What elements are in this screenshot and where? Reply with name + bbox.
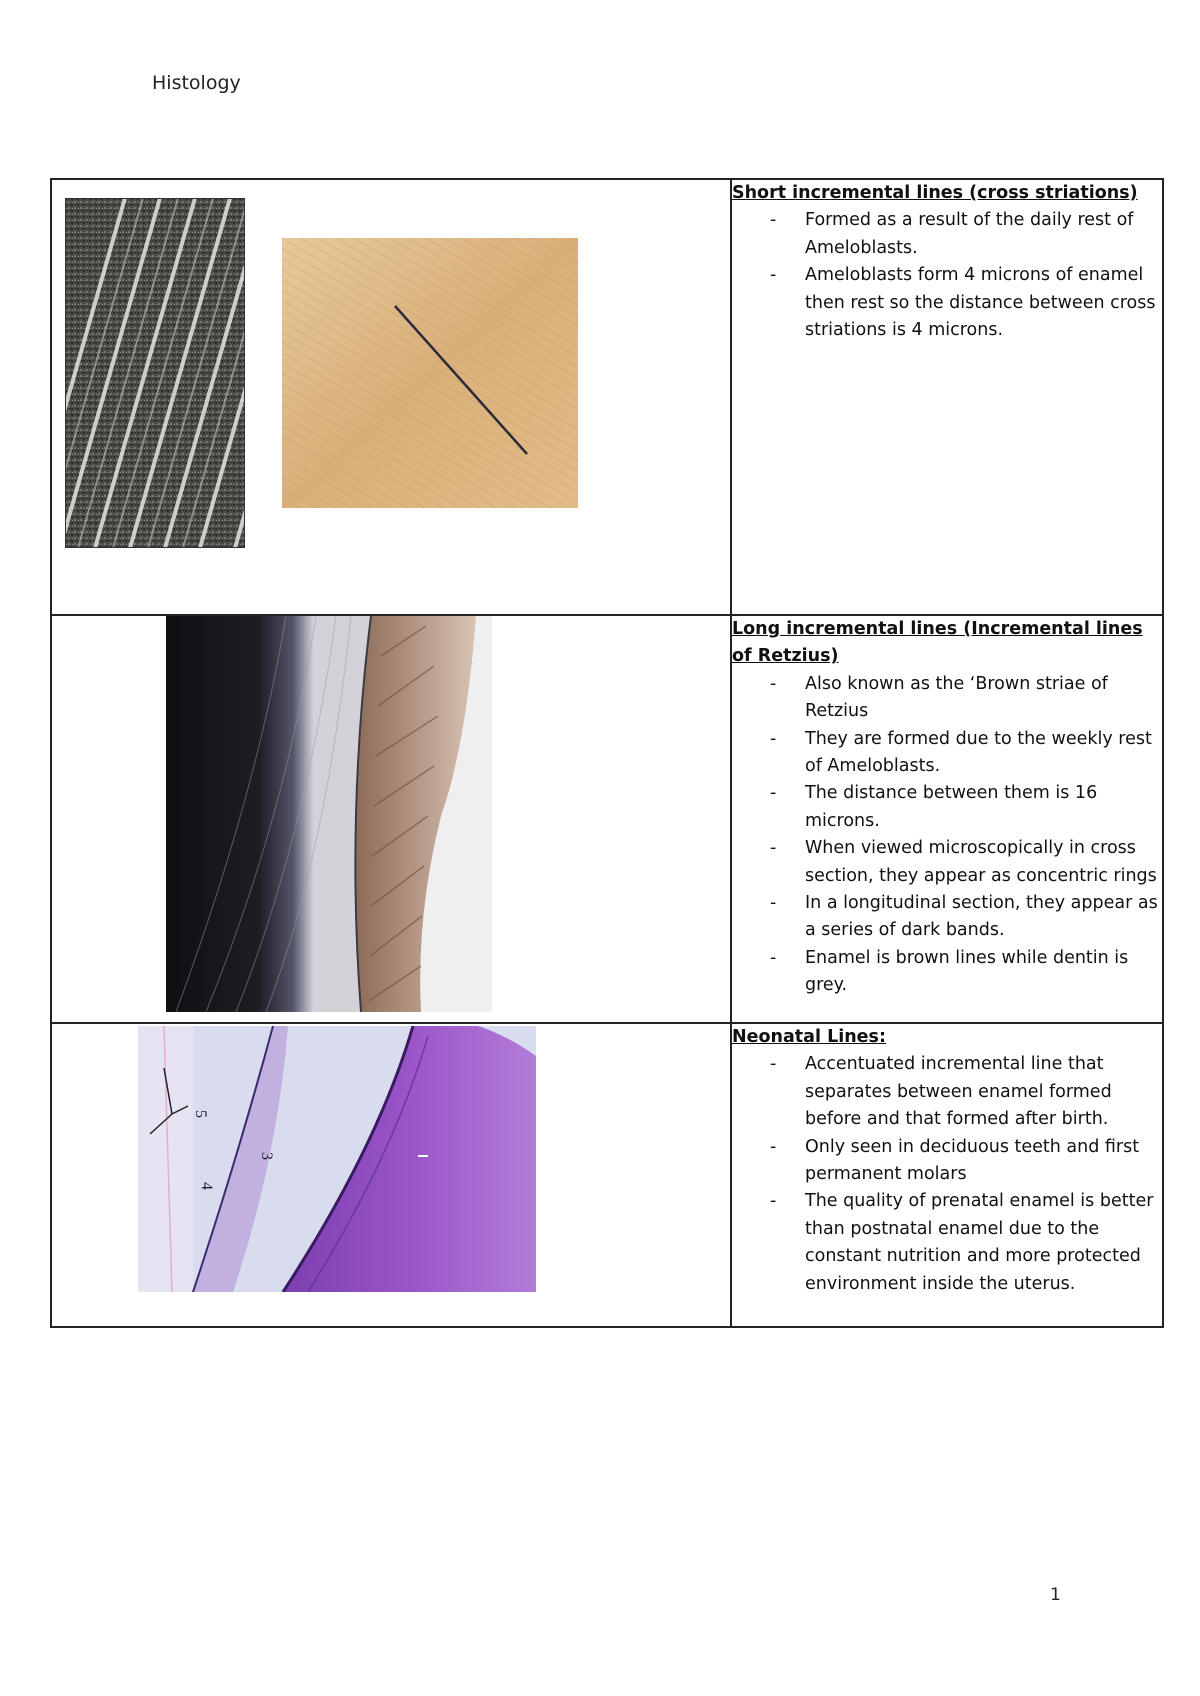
list-item: - Ameloblasts form 4 microns of enamel then rest so the distance between cross striations is 4 microns. bbox=[732, 262, 1162, 344]
list-item: - Formed as a result of the daily rest of Ameloblasts. bbox=[732, 207, 1162, 262]
list-item: - In a longitudinal section, they appear as a series of dark bands. bbox=[732, 890, 1162, 945]
cross-striations-micrograph bbox=[282, 238, 578, 508]
list-item: - Accentuated incremental line that separates between enamel formed before and that formed after birth. bbox=[732, 1051, 1162, 1133]
table-row bbox=[51, 615, 1163, 1023]
histology-table bbox=[50, 178, 1164, 1328]
text-cell bbox=[731, 615, 1163, 1023]
label-3: 3 bbox=[258, 1152, 275, 1160]
list-item: - When viewed microscopically in cross section, they appear as concentric rings bbox=[732, 835, 1162, 890]
retzius-lines-micrograph bbox=[166, 616, 492, 1012]
table-row bbox=[51, 179, 1163, 615]
bullet-dash: - bbox=[770, 1054, 777, 1075]
list-item: - Enamel is brown lines while dentin is grey. bbox=[732, 945, 1162, 1000]
image-cell bbox=[51, 179, 731, 615]
bullet-dash: - bbox=[770, 947, 777, 968]
section-title: Neonatal Lines: bbox=[732, 1027, 886, 1047]
section-title: Long incremental lines (Incremental lines of Retzius) bbox=[732, 619, 1143, 667]
image-cell bbox=[51, 615, 731, 1023]
list-item: - Also known as the ‘Brown striae of Retzius bbox=[732, 671, 1162, 726]
bullet-dash: - bbox=[770, 1191, 777, 1212]
bullet-dash: - bbox=[770, 1136, 777, 1157]
image-cell bbox=[51, 1023, 731, 1327]
bullet-list bbox=[732, 671, 1162, 1000]
bullet-dash: - bbox=[770, 728, 777, 749]
section-title: Short incremental lines (cross striations) bbox=[732, 183, 1138, 203]
bullet-dash: - bbox=[770, 673, 777, 694]
bullet-dash: - bbox=[770, 893, 777, 914]
list-item: - The distance between them is 16 microns. bbox=[732, 780, 1162, 835]
bullet-list bbox=[732, 1051, 1162, 1298]
bullet-dash: - bbox=[770, 265, 777, 286]
label-5: 5 bbox=[192, 1110, 209, 1118]
text-cell bbox=[731, 179, 1163, 615]
page-number: 1 bbox=[1050, 1585, 1061, 1605]
page-header: Histology bbox=[152, 72, 241, 94]
label-4: 4 bbox=[198, 1182, 215, 1190]
list-item: - The quality of prenatal enamel is better than postnatal enamel due to the constant nutrition and more protected environment inside the uterus. bbox=[732, 1188, 1162, 1298]
table-row bbox=[51, 1023, 1163, 1327]
bullet-dash: - bbox=[770, 838, 777, 859]
list-item: - Only seen in deciduous teeth and first permanent molars bbox=[732, 1134, 1162, 1189]
bullet-list bbox=[732, 207, 1162, 344]
neonatal-line-micrograph bbox=[138, 1026, 536, 1292]
bullet-dash: - bbox=[770, 783, 777, 804]
list-item: - They are formed due to the weekly rest of Ameloblasts. bbox=[732, 726, 1162, 781]
bullet-dash: - bbox=[770, 210, 777, 231]
text-cell bbox=[731, 1023, 1163, 1327]
enamel-rods-micrograph bbox=[65, 198, 245, 548]
